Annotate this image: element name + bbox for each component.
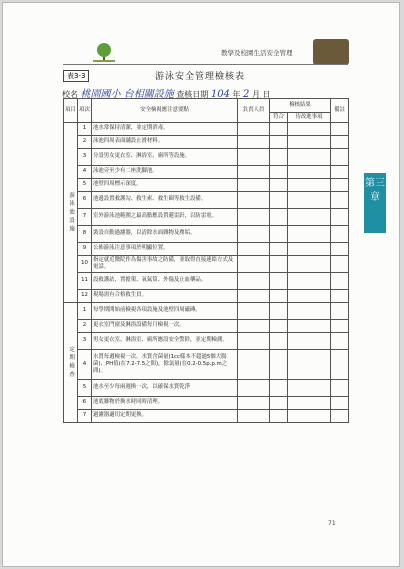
row-text: 池水常保持清潔，並定期消毒。 xyxy=(92,123,238,136)
table-row xyxy=(64,226,349,243)
row-number: 10 xyxy=(78,256,92,273)
cell-person[interactable] xyxy=(238,136,270,149)
row-text: 池底雜物於換水時同時清理。 xyxy=(92,397,238,410)
cell-person[interactable] xyxy=(238,123,270,136)
col-point: 安全檢視應注意要點 xyxy=(92,99,238,123)
row-number: 9 xyxy=(78,243,92,256)
cell-ok[interactable] xyxy=(270,333,288,350)
checklist-table xyxy=(63,98,349,423)
cell-note[interactable] xyxy=(331,136,349,149)
cell-ok[interactable] xyxy=(270,273,288,290)
col-fix: 待改進事項 xyxy=(288,113,331,123)
cell-note[interactable] xyxy=(331,380,349,397)
date-label: 查核日期 xyxy=(176,90,209,99)
cell-person[interactable] xyxy=(238,273,270,290)
cell-note[interactable] xyxy=(331,256,349,273)
table-row xyxy=(64,290,349,303)
row-number: 3 xyxy=(78,149,92,166)
row-number: 4 xyxy=(78,166,92,179)
chapter-logo-icon xyxy=(313,39,349,65)
cell-ok[interactable] xyxy=(270,290,288,303)
table-row xyxy=(64,149,349,166)
cell-fix[interactable] xyxy=(288,179,331,192)
cell-fix[interactable] xyxy=(288,192,331,209)
col-note: 備註 xyxy=(331,99,349,123)
table-body xyxy=(64,123,349,423)
col-result: 檢核結果 xyxy=(270,99,331,113)
cell-note[interactable] xyxy=(331,397,349,410)
row-text: 更衣室門窗及淋浴設備每月檢視一次。 xyxy=(92,320,238,333)
document-page xyxy=(2,2,400,567)
school-label: 校名 xyxy=(62,90,78,99)
table-row xyxy=(64,380,349,397)
row-text: 泳池四周表面舖設止滑材料。 xyxy=(92,136,238,149)
page-number: 71 xyxy=(328,520,336,527)
cell-person[interactable] xyxy=(238,243,270,256)
cell-person[interactable] xyxy=(238,192,270,209)
table-row xyxy=(64,333,349,350)
cell-person[interactable] xyxy=(238,350,270,380)
form-title: 游泳安全管理檢核表 xyxy=(155,72,246,82)
cell-person[interactable] xyxy=(238,410,270,423)
cell-note[interactable] xyxy=(331,192,349,209)
cell-note[interactable] xyxy=(331,243,349,256)
cell-note[interactable] xyxy=(331,303,349,320)
cell-ok[interactable] xyxy=(270,166,288,179)
cell-note[interactable] xyxy=(331,273,349,290)
cell-person[interactable] xyxy=(238,290,270,303)
cell-fix[interactable] xyxy=(288,333,331,350)
group-label: 游泳池設施 xyxy=(64,123,78,303)
cell-ok[interactable] xyxy=(270,397,288,410)
cell-fix[interactable] xyxy=(288,380,331,397)
row-text: 現場需有合格救生員。 xyxy=(92,290,238,303)
cell-fix[interactable] xyxy=(288,320,331,333)
cell-fix[interactable] xyxy=(288,290,331,303)
row-number: 5 xyxy=(78,179,92,192)
table-row xyxy=(64,256,349,273)
cell-note[interactable] xyxy=(331,179,349,192)
cell-ok[interactable] xyxy=(270,123,288,136)
cell-person[interactable] xyxy=(238,380,270,397)
row-number: 5 xyxy=(78,380,92,397)
table-row xyxy=(64,320,349,333)
row-text: 泳池旁至少有二座洗腳池。 xyxy=(92,166,238,179)
row-text: 室外游泳池範圍之最高點應設置避雷針，以防雷電。 xyxy=(92,209,238,226)
row-text: 池邊設置救護勾、救生索、救生圈等救生設備。 xyxy=(92,192,238,209)
month-unit: 月 xyxy=(251,90,260,99)
row-number: 1 xyxy=(78,123,92,136)
row-number: 6 xyxy=(78,397,92,410)
table-row xyxy=(64,350,349,380)
cell-person[interactable] xyxy=(238,333,270,350)
row-text: 池壁四周標示深度。 xyxy=(92,179,238,192)
school-value: 桃園國小 台相關設施 xyxy=(80,89,174,100)
year-unit: 年 xyxy=(232,90,241,99)
cell-note[interactable] xyxy=(331,333,349,350)
cell-fix[interactable] xyxy=(288,226,331,243)
cell-note[interactable] xyxy=(331,166,349,179)
cell-ok[interactable] xyxy=(270,410,288,423)
cell-person[interactable] xyxy=(238,179,270,192)
row-number: 7 xyxy=(78,209,92,226)
row-text: 每學期開始前檢視各項設施及池壁四周磁磚。 xyxy=(92,303,238,320)
cell-fix[interactable] xyxy=(288,350,331,380)
cell-ok[interactable] xyxy=(270,192,288,209)
cell-fix[interactable] xyxy=(288,397,331,410)
cell-fix[interactable] xyxy=(288,243,331,256)
table-row xyxy=(64,303,349,320)
cell-ok[interactable] xyxy=(270,350,288,380)
cell-ok[interactable] xyxy=(270,380,288,397)
row-number: 12 xyxy=(78,290,92,303)
cell-person[interactable] xyxy=(238,397,270,410)
cell-fix[interactable] xyxy=(288,149,331,166)
table-row xyxy=(64,192,349,209)
cell-note[interactable] xyxy=(331,290,349,303)
cell-ok[interactable] xyxy=(270,303,288,320)
cell-fix[interactable] xyxy=(288,256,331,273)
header-title: 教學及校園生活安全管理 xyxy=(221,49,293,57)
cell-fix[interactable] xyxy=(288,273,331,290)
table-row xyxy=(64,136,349,149)
row-text: 公佈游泳注意事項於明顯位置。 xyxy=(92,243,238,256)
cell-person[interactable] xyxy=(238,166,270,179)
table-row xyxy=(64,273,349,290)
cell-note[interactable] xyxy=(331,320,349,333)
cell-fix[interactable] xyxy=(288,209,331,226)
col-ok: 符合 xyxy=(270,113,288,123)
table-row xyxy=(64,209,349,226)
cell-ok[interactable] xyxy=(270,320,288,333)
cell-note[interactable] xyxy=(331,350,349,380)
cell-fix[interactable] xyxy=(288,136,331,149)
row-number: 4 xyxy=(78,350,92,380)
header-divider xyxy=(63,64,348,65)
row-number: 2 xyxy=(78,136,92,149)
row-number: 3 xyxy=(78,333,92,350)
cell-note[interactable] xyxy=(331,123,349,136)
cell-fix[interactable] xyxy=(288,166,331,179)
row-number: 8 xyxy=(78,226,92,243)
row-text: 池水至少每兩週換一次，以確保水質乾淨 xyxy=(92,380,238,397)
cell-ok[interactable] xyxy=(270,243,288,256)
row-text: 指定就近醫院作為傷害事故之防備，並取得直接連絡方式及電話。 xyxy=(92,256,238,273)
row-number: 11 xyxy=(78,273,92,290)
cell-person[interactable] xyxy=(238,209,270,226)
row-number: 2 xyxy=(78,320,92,333)
date-month: 2 xyxy=(243,89,250,100)
tree-logo-icon xyxy=(91,41,117,63)
row-text: 設救護站，置擔架、氧氣筒、外傷及止血藥品。 xyxy=(92,273,238,290)
date-year: 104 xyxy=(210,89,230,100)
row-text: 男女更衣室、淋浴室、廁所應設安全警鈴，並定期檢測。 xyxy=(92,333,238,350)
cell-note[interactable] xyxy=(331,149,349,166)
col-person: 負責人員 xyxy=(238,99,270,123)
cell-ok[interactable] xyxy=(270,226,288,243)
group-label: 定期檢查 xyxy=(64,303,78,423)
row-number: 1 xyxy=(78,303,92,320)
cell-person[interactable] xyxy=(238,226,270,243)
table-row xyxy=(64,166,349,179)
table-row xyxy=(64,179,349,192)
row-number: 7 xyxy=(78,410,92,423)
cell-fix[interactable] xyxy=(288,123,331,136)
table-row xyxy=(64,243,349,256)
cell-fix[interactable] xyxy=(288,410,331,423)
cell-ok[interactable] xyxy=(270,136,288,149)
cell-ok[interactable] xyxy=(270,256,288,273)
cell-person[interactable] xyxy=(238,149,270,166)
cell-note[interactable] xyxy=(331,226,349,243)
cell-ok[interactable] xyxy=(270,149,288,166)
row-text: 裝設自動過濾器，以清除水面雜物及塵垢。 xyxy=(92,226,238,243)
col-item: 項目 xyxy=(64,99,78,123)
table-row xyxy=(64,123,349,136)
cell-fix[interactable] xyxy=(288,303,331,320)
cell-person[interactable] xyxy=(238,320,270,333)
cell-person[interactable] xyxy=(238,256,270,273)
form-tag: 表3-3 xyxy=(63,70,89,82)
chapter-tab: 第三章 xyxy=(364,173,386,233)
cell-person[interactable] xyxy=(238,303,270,320)
day-unit: 日 xyxy=(262,90,271,99)
row-text: 水質每週檢視一次。水質含菌量(1cc樣本不超過5個大腸菌)、PH值(在7.2-7.5之間)，餘氯量(在0.2-0.5p.p.m之間)。 xyxy=(92,350,238,380)
row-text: 分設男女更衣室、淋浴室、廁所等設施。 xyxy=(92,149,238,166)
cell-note[interactable] xyxy=(331,410,349,423)
col-no: 項次 xyxy=(78,99,92,123)
table-row xyxy=(64,397,349,410)
row-number: 6 xyxy=(78,192,92,209)
cell-ok[interactable] xyxy=(270,179,288,192)
row-text: 過濾器適切定期更換。 xyxy=(92,410,238,423)
table-row xyxy=(64,410,349,423)
cell-ok[interactable] xyxy=(270,209,288,226)
cell-note[interactable] xyxy=(331,209,349,226)
